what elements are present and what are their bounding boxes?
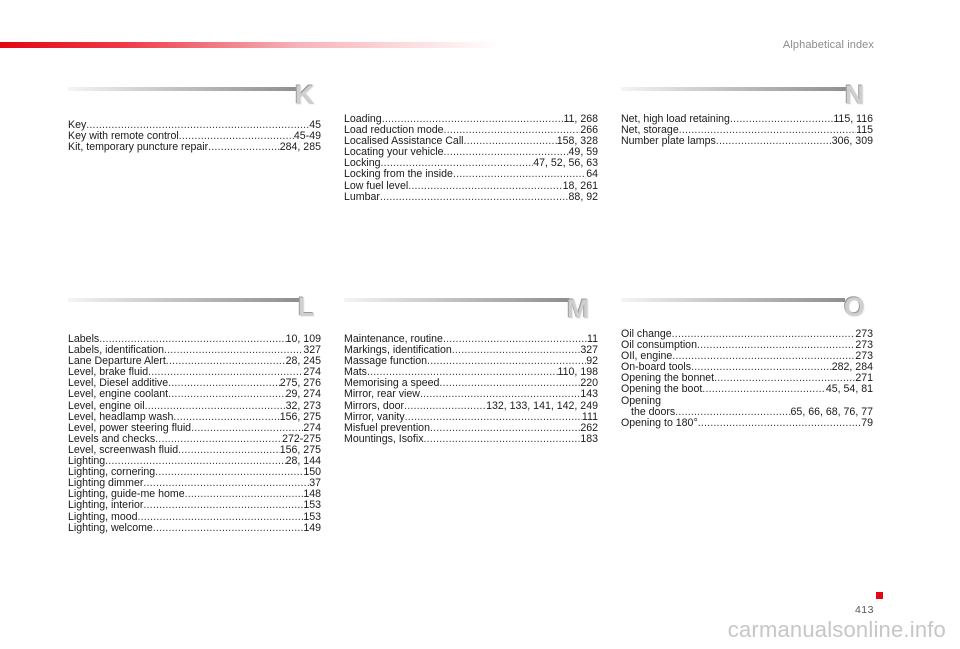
- index-entry: Misfuel prevention ..... 262: [344, 423, 598, 434]
- section-m-entries: [344, 334, 598, 445]
- index-entry: Localised Assistance Call ..... 158, 328: [344, 136, 598, 147]
- index-entry: Low fuel level ..... 18, 261: [344, 181, 598, 192]
- index-entry: Key ..... 45: [68, 120, 321, 131]
- index-entry: On-board tools ..... 282, 284: [621, 362, 873, 373]
- index-entry: Lighting dimmer ..... 37: [68, 478, 321, 489]
- section-n-divider: [621, 87, 849, 91]
- index-entry: Level, Diesel additive ..... 275, 276: [68, 378, 321, 389]
- section-l-continued-entries: [344, 114, 598, 203]
- section-o-letter: O: [844, 292, 866, 322]
- index-entry: Locking ..... 47, 52, 56, 63: [344, 158, 598, 169]
- section-m-divider: [344, 298, 570, 302]
- index-entry: Memorising a speed ..... 220: [344, 378, 598, 389]
- index-entry: Mirror, vanity ..... 111: [344, 412, 598, 423]
- index-entry: Opening to 180° ..... 79: [621, 418, 873, 429]
- section-n-entries: [621, 114, 873, 147]
- index-entry: Lighting, cornering ..... 150: [68, 467, 321, 478]
- index-entry: Markings, identification ..... 327: [344, 345, 598, 356]
- index-entry: Locking from the inside ..... 64: [344, 169, 598, 180]
- index-entry: Level, headlamp wash ..... 156, 275: [68, 412, 321, 423]
- section-l-entries: [68, 334, 321, 534]
- section-m-letter: M: [567, 294, 590, 324]
- page-marker-square: [876, 592, 883, 599]
- section-n-letter: N: [845, 80, 865, 110]
- index-entry: Lighting, mood ..... 153: [68, 512, 321, 523]
- index-entry: Level, screenwash fluid ..... 156, 275: [68, 445, 321, 456]
- index-entry: Labels, identification ..... 327: [68, 345, 321, 356]
- index-entry: Net, high load retaining ..... 115, 116: [621, 114, 873, 125]
- index-entry: Opening: [621, 394, 662, 407]
- index-entry: Loading ..... 11, 268: [344, 114, 598, 125]
- index-entry: Lighting, guide-me home ..... 148: [68, 489, 321, 500]
- index-entry: Load reduction mode ..... 266: [344, 125, 598, 136]
- index-entry: Locating your vehicle ..... 49, 59: [344, 147, 598, 158]
- index-entry: Mirrors, door ..... 132, 133, 141, 142, 249: [344, 401, 598, 412]
- index-entry: Oil consumption ..... 273: [621, 340, 873, 351]
- section-k-letter: K: [295, 80, 315, 110]
- header-accent-bar: [0, 42, 500, 48]
- index-entry: Level, power steering fluid ..... 274: [68, 423, 321, 434]
- page-number: 413: [854, 604, 874, 616]
- index-entry: Mats ..... 110, 198: [344, 367, 598, 378]
- index-entry: Opening the boot ..... 45, 54, 81: [621, 384, 873, 395]
- index-entry: Lighting ..... 28, 144: [68, 456, 321, 467]
- section-k-divider: [68, 87, 300, 91]
- index-entry: Level, engine oil ..... 32, 273: [68, 401, 321, 412]
- page-header-title: Alphabetical index: [782, 39, 874, 51]
- index-entry: Maintenance, routine ..... 11: [344, 334, 598, 345]
- index-entry: Oil change ..... 273: [621, 329, 873, 340]
- index-entry: Lane Departure Alert ..... 28, 245: [68, 356, 321, 367]
- index-entry: Lighting, interior ..... 153: [68, 500, 321, 511]
- index-entry: Key with remote control ..... 45-49: [68, 131, 321, 142]
- index-entry: Lumbar ..... 88, 92: [344, 192, 598, 203]
- watermark: carmanualsonline.info: [727, 617, 946, 642]
- index-entry: Labels ..... 10, 109: [68, 334, 321, 345]
- index-entry: Level, brake fluid ..... 274: [68, 367, 321, 378]
- index-entry: the doors ..... 65, 66, 68, 76, 77: [621, 407, 873, 418]
- section-o-entries: [621, 329, 873, 429]
- index-entry: Number plate lamps ..... 306, 309: [621, 136, 873, 147]
- index-entry: Net, storage ..... 115: [621, 125, 873, 136]
- section-l-letter: L: [298, 292, 315, 322]
- index-entry: Kit, temporary puncture repair ..... 284, 285: [68, 142, 321, 153]
- index-entry: OIl, engine ..... 273: [621, 351, 873, 362]
- section-o-divider: [621, 298, 845, 302]
- index-entry: Mirror, rear view ..... 143: [344, 389, 598, 400]
- section-k-entries: [68, 120, 321, 153]
- index-entry: Level, engine coolant ..... 29, 274: [68, 389, 321, 400]
- index-entry: Massage function ..... 92: [344, 356, 598, 367]
- index-entry: Lighting, welcome ..... 149: [68, 523, 321, 534]
- index-entry: Levels and checks ..... 272-275: [68, 434, 321, 445]
- index-entry: Opening the bonnet ..... 271: [621, 373, 873, 384]
- section-l-divider: [68, 298, 300, 302]
- index-entry: Mountings, Isofix ..... 183: [344, 434, 598, 445]
